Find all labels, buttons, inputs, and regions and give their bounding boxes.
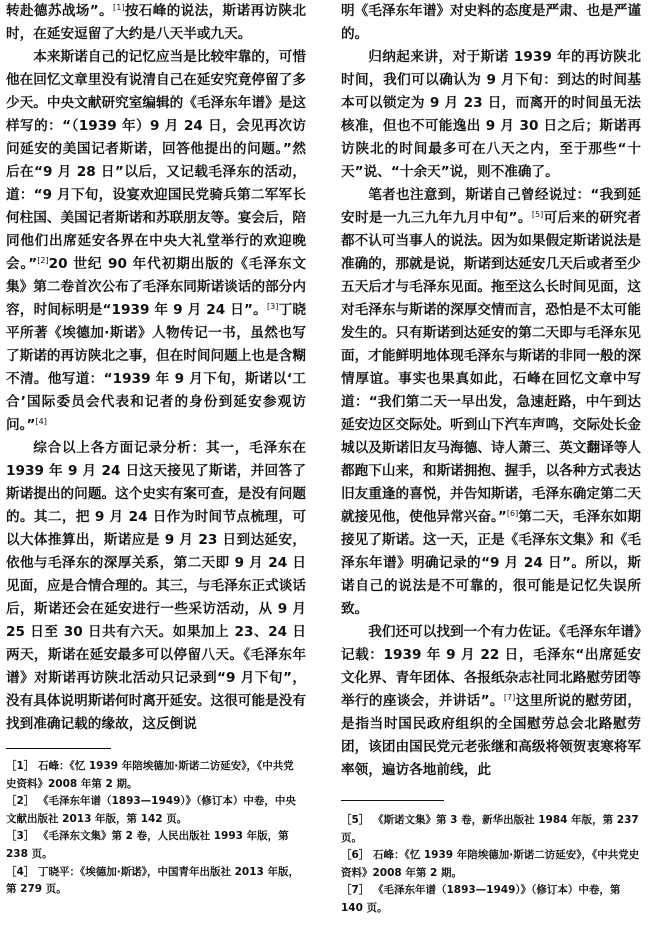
footnote: ［3］ 《毛泽东文集》第 2 卷，人民出版社 1993 年版，第 238 页。 bbox=[6, 830, 289, 860]
left-body-text bbox=[6, 0, 306, 736]
right-footnote-rule bbox=[341, 800, 444, 801]
text-run: 20 世纪 90 年代初期出版的《毛泽东文集》第二卷首次公布了毛泽东同斯诺谈话的部分内容，时间标明是“1939 年 9 月 24 日”。 bbox=[6, 256, 306, 318]
right-body-text bbox=[341, 0, 641, 782]
left-paragraph bbox=[6, 437, 306, 736]
footnote: ［5］ 《斯诺文集》第 3 卷，新华出版社 1984 年版，第 237 页。 bbox=[341, 814, 639, 844]
text-run: 我们还可以找到一个有力佐证。《毛泽东年谱》记载：1939 年 9 月 22 日，毛泽东“出席延安文化界、青年团体、各报纸杂志社同北路慰劳团等举行的座谈会，并讲话”。 bbox=[341, 624, 641, 709]
right-paragraph bbox=[341, 184, 641, 621]
text-run: 按石峰的说法，斯诺再访陕北时，在延安逗留了大约是八天半或九天。 bbox=[6, 3, 306, 42]
text-run: 丁晓平所著《埃德加·斯诺》人物传记一书，虽然也写了斯诺的再访陕北之事，但在时间问题上也是含糊不清。他写道：“1939 年 9 月下旬，斯诺以‘工合’国际委员会代表和记者的身份到延安参观访问。” bbox=[6, 302, 306, 433]
footnote: ［1］ 石峰：《忆 1939 年陪埃德加·斯诺二访延安》，《中共党史资料》2008 年第 2 期。 bbox=[6, 760, 294, 790]
right-paragraph bbox=[341, 621, 641, 782]
footnote: ［2］ 《毛泽东年谱（1893—1949）》（修订本）中卷，中央文献出版社 2013 年版，第 142 页。 bbox=[6, 795, 296, 825]
text-run: 归纳起来讲，对于斯诺 1939 年的再访陕北时间，我们可以确认为 9 月下旬：到达的时间基本可以锁定为 9 月 23 日，而离开的时间虽无法核准，但也不可能逸出 9 月 30 日之后；斯诺再访陕北的时间最多可在八天之内，至于那些“十天”说、“十余天”说，则不准确了。 bbox=[341, 49, 641, 180]
right-paragraph bbox=[341, 46, 641, 184]
footnote-ref: [5] bbox=[531, 210, 544, 219]
left-column bbox=[6, 0, 306, 736]
left-paragraph bbox=[6, 46, 306, 437]
footnote-ref: [2] bbox=[37, 256, 49, 265]
left-footnote-rule bbox=[6, 748, 111, 749]
footnote-ref: [7] bbox=[503, 693, 516, 702]
text-run: 转赴德苏战场”。 bbox=[6, 3, 114, 19]
footnote-ref: [4] bbox=[35, 417, 47, 426]
text-run: 本来斯诺自己的记忆应当是比较牢靠的，可惜他在回忆文章里没有说清自己在延安究竟停留了多少天。中央文献研究室编辑的《毛泽东年谱》是这样写的：“（1939 年）9 月 24 日，会见再次访问延安的美国记者斯诺，回答他提出的问题。”然后在“9 月 28 日”以后，又记载毛泽东的活动，道：“9 月下旬，设宴欢迎国民党骑兵第二军军长何柱国、美国记者斯诺和苏联朋友等。宴会后，陪同他们出席延安各界在中央大礼堂举行的欢迎晚会。” bbox=[6, 49, 306, 272]
footnote: ［6］ 石峰：《忆 1939 年陪埃德加·斯诺二访延安》，《中共党史资料》2008 年第 2 期。 bbox=[341, 849, 640, 879]
text-run: 第二天，毛泽东如期接见了斯诺。这一天，正是《毛泽东文集》和《毛泽东年谱》明确记录的“9 月 24 日”。所以，斯诺自己的说法是不可靠的，很可能是记忆失误所致。 bbox=[341, 509, 642, 617]
text-run: 可后来的研究者都不认可当事人的说法。因为如果假定斯诺说法是准确的，那就是说，斯诺到达延安几天后或者至少五天后才与毛泽东见面。拖至这么长时间见面，这对毛泽东与斯诺的深厚交情而言，恐怕是不太可能发生的。只有斯诺到达延安的第二天即与毛泽东见面，才能鲜明地体现毛泽东与斯诺的非同一般的深情厚谊。事实也果真如此，石峰在回忆文章中写道：“我们第二天一早出发，急速赶路，中午到达延安边区交际处。听到山下汽车声鸣，交际处长金城以及斯诺旧友马海德、诗人萧三、英文翻译等人都跑下山来，和斯诺拥抱、握手，以各种方式表达旧友重逢的喜悦，并告知斯诺，毛泽东确定第二天就接见他，使他异常兴奋。” bbox=[341, 210, 641, 525]
text-run: 明《毛泽东年谱》对史料的态度是严肃、也是严谨的。 bbox=[341, 3, 641, 42]
left-footnotes bbox=[6, 758, 304, 899]
footnote-ref: [1] bbox=[113, 3, 125, 12]
text-run: 这里所说的慰劳团，是指当时国民政府组织的全国慰劳总会北路慰劳团，该团由国民党元老张继和高级将领贺衷寒将军率领，遍访各地前线，此 bbox=[341, 693, 641, 778]
footnote: ［4］ 丁晓平：《埃德加·斯诺》，中国青年出版社 2013 年版，第 279 页。 bbox=[6, 865, 299, 896]
footnote-ref: [3] bbox=[266, 302, 279, 311]
left-paragraph bbox=[6, 0, 306, 46]
footnote-ref: [6] bbox=[506, 509, 519, 518]
text-run: 综合以上各方面记录分析：其一，毛泽东在 1939 年 9 月 24 日这天接见了斯诺，并回答了斯诺提出的问题。这个史实有案可查，是没有问题的。其二，把 9 月 24 日作为时间节点梳理，可以大体推算出，斯诺应是 9 月 23 日到达延安，依他与毛泽东的深厚关系，第二天即 9 月 24 日见面，应是合情合理的。其三，与毛泽东正式谈话后，斯诺还会在延安进行一些采访活动，从 9 月 25 日至 30 日共有六天。如果加上 23、24 日两天，斯诺在延安最多可以停留八天。《毛泽东年谱》对斯诺再访陕北活动只记录到“9 月下旬”，没有具体说明斯诺何时离开延安。这很可能是没有找到准确记载的缘故，这反倒说 bbox=[6, 440, 306, 732]
footnote: ［7］ 《毛泽东年谱（1893—1949）》（修订本）中卷，第 140 页。 bbox=[341, 884, 621, 914]
right-column bbox=[341, 0, 641, 782]
right-footnotes bbox=[341, 812, 643, 918]
right-paragraph bbox=[341, 0, 641, 46]
text-run: 笔者也注意到，斯诺自己曾经说过：“我到延安时是一九三九年九月中旬”。 bbox=[341, 187, 641, 226]
